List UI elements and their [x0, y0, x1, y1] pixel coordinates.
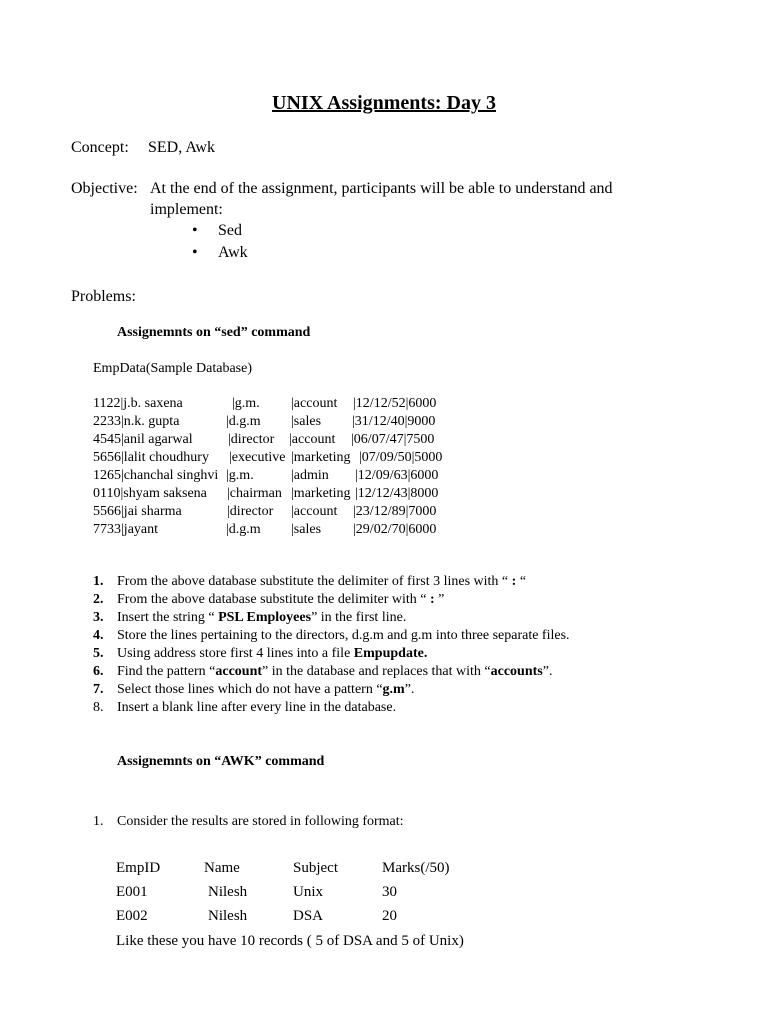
db-row [93, 396, 493, 414]
list-item [93, 591, 444, 609]
list-item [93, 681, 414, 699]
db-cell-id-name: 4545|anil agarwal [93, 432, 193, 447]
list-item-text: : [429, 592, 435, 607]
objective-text-line2: implement: [150, 201, 223, 218]
list-item-text: Select those lines which do not have a pattern “ [117, 682, 383, 697]
db-cell-dob-salary: |12/12/43|8000 [355, 486, 439, 501]
db-cell-dob-salary: |31/12/40|9000 [352, 414, 436, 429]
list-number: 4. [93, 628, 104, 643]
list-number: 3. [93, 610, 104, 625]
db-row [93, 450, 493, 468]
db-cell-id-name: 5656|lalit choudhury [93, 450, 209, 465]
db-cell-department: |account [291, 396, 338, 411]
list-item-text: From the above database substitute the delimiter with “ [117, 592, 430, 607]
list-item-text: Insert a blank line after every line in the database. [117, 700, 397, 715]
db-row [93, 522, 493, 540]
records-note: Like these you have 10 records ( 5 of DSA and 5 of Unix) [116, 933, 464, 949]
awk-section-heading: Assignemnts on “AWK” command [117, 754, 325, 769]
db-cell-designation: |g.m. [226, 468, 254, 483]
db-cell-id-name: 2233|n.k. gupta [93, 414, 180, 429]
table-header-row [116, 860, 516, 882]
db-cell-dob-salary: |06/07/47|7500 [351, 432, 435, 447]
db-cell-id-name: 1122|j.b. saxena [93, 396, 183, 411]
db-cell-designation: |director [228, 432, 275, 447]
list-item-text: Store the lines pertaining to the directors, d.g.m and g.m into three separate files. [117, 628, 570, 643]
list-item [93, 645, 427, 663]
list-item-text: ” in the database and replaces that with “ [262, 664, 491, 679]
db-cell-designation: |d.g.m [226, 414, 261, 429]
list-item-text: account [215, 664, 263, 679]
column-header: Subject [293, 860, 338, 876]
table-cell: E001 [116, 884, 148, 900]
table-cell: 30 [382, 884, 397, 900]
db-cell-department: |admin [291, 468, 329, 483]
concept-value: SED, Awk [148, 139, 215, 156]
db-cell-department: |sales [291, 522, 322, 537]
list-item-text: ” in the first line. [311, 610, 407, 625]
list-item-text: : [511, 574, 517, 589]
table-cell: 20 [382, 908, 397, 924]
list-number: 2. [93, 592, 104, 607]
list-number: 6. [93, 664, 104, 679]
db-cell-dob-salary: |23/12/89|7000 [353, 504, 437, 519]
column-header: EmpID [116, 860, 161, 876]
db-cell-designation: |executive [229, 450, 286, 465]
db-cell-id-name: 1265|chanchal singhvi [93, 468, 219, 483]
bullet-text: Awk [218, 244, 248, 261]
db-cell-department: |account [291, 504, 338, 519]
list-item-text: From the above database substitute the delimiter of first 3 lines with “ [117, 574, 512, 589]
bullet-dot-icon: • [192, 244, 198, 261]
db-row [93, 468, 493, 486]
list-item-text: Insert the string “ [117, 610, 219, 625]
list-item-text: g.m [382, 682, 405, 697]
table-cell: Unix [293, 884, 323, 900]
bullet-text: Sed [218, 222, 242, 239]
db-cell-department: |account [289, 432, 336, 447]
list-number: 1. [93, 814, 104, 829]
db-row [93, 504, 493, 522]
db-row [93, 486, 493, 504]
table-cell: Nilesh [208, 908, 248, 924]
db-row [93, 414, 493, 432]
db-cell-dob-salary: |12/12/52|6000 [353, 396, 437, 411]
db-cell-department: |marketing [291, 486, 351, 501]
objective-bullet-item [192, 222, 242, 240]
awk-item-1 [93, 813, 404, 831]
list-item [93, 573, 526, 591]
objective-bullet-item [192, 244, 248, 262]
table-cell: E002 [116, 908, 148, 924]
list-number: 7. [93, 682, 104, 697]
list-item-text: PSL Employees [218, 610, 312, 625]
objective-label: Objective: [71, 180, 138, 197]
db-cell-id-name: 5566|jai sharma [93, 504, 182, 519]
db-cell-department: |sales [291, 414, 322, 429]
list-item-text: accounts [490, 664, 543, 679]
column-header: Name [204, 860, 240, 876]
table-row [116, 908, 516, 930]
list-item-text: ”. [542, 664, 553, 679]
list-item-text: Find the pattern “ [117, 664, 216, 679]
list-item-text: “ [516, 574, 527, 589]
list-item-text: Empupdate. [353, 646, 428, 661]
db-cell-department: |marketing [291, 450, 351, 465]
db-cell-designation: |d.g.m [226, 522, 261, 537]
list-item [93, 699, 396, 717]
db-row [93, 432, 493, 450]
db-cell-designation: |director [227, 504, 274, 519]
db-cell-dob-salary: |12/09/63|6000 [355, 468, 439, 483]
db-cell-dob-salary: |07/09/50|5000 [359, 450, 443, 465]
list-item [93, 627, 570, 645]
list-number: 5. [93, 646, 104, 661]
table-cell: DSA [293, 908, 324, 924]
sed-section-heading: Assignemnts on “sed” command [117, 325, 311, 340]
document-title: UNIX Assignments: Day 3 [272, 92, 496, 114]
table-cell: Nilesh [208, 884, 248, 900]
list-item [93, 663, 552, 681]
db-title: EmpData(Sample Database) [93, 361, 252, 376]
db-cell-id-name: 0110|shyam saksena [93, 486, 207, 501]
db-cell-id-name: 7733|jayant [93, 522, 159, 537]
concept-label: Concept: [71, 139, 129, 156]
list-number: 1. [93, 574, 104, 589]
list-number: 8. [93, 700, 104, 715]
list-item-text: Consider the results are stored in following format: [117, 814, 404, 829]
table-row [116, 884, 516, 906]
db-cell-designation: |chairman [227, 486, 282, 501]
column-header: Marks(/50) [382, 860, 450, 876]
objective-text-line1: At the end of the assignment, participants will be able to understand and [150, 180, 613, 197]
list-item-text: ”. [404, 682, 415, 697]
problems-label: Problems: [71, 288, 136, 305]
list-item-text: ” [434, 592, 445, 607]
db-cell-designation: |g.m. [232, 396, 260, 411]
db-cell-dob-salary: |29/02/70|6000 [353, 522, 437, 537]
list-item [93, 609, 406, 627]
list-item-text: Using address store first 4 lines into a file [117, 646, 354, 661]
bullet-dot-icon: • [192, 222, 198, 239]
